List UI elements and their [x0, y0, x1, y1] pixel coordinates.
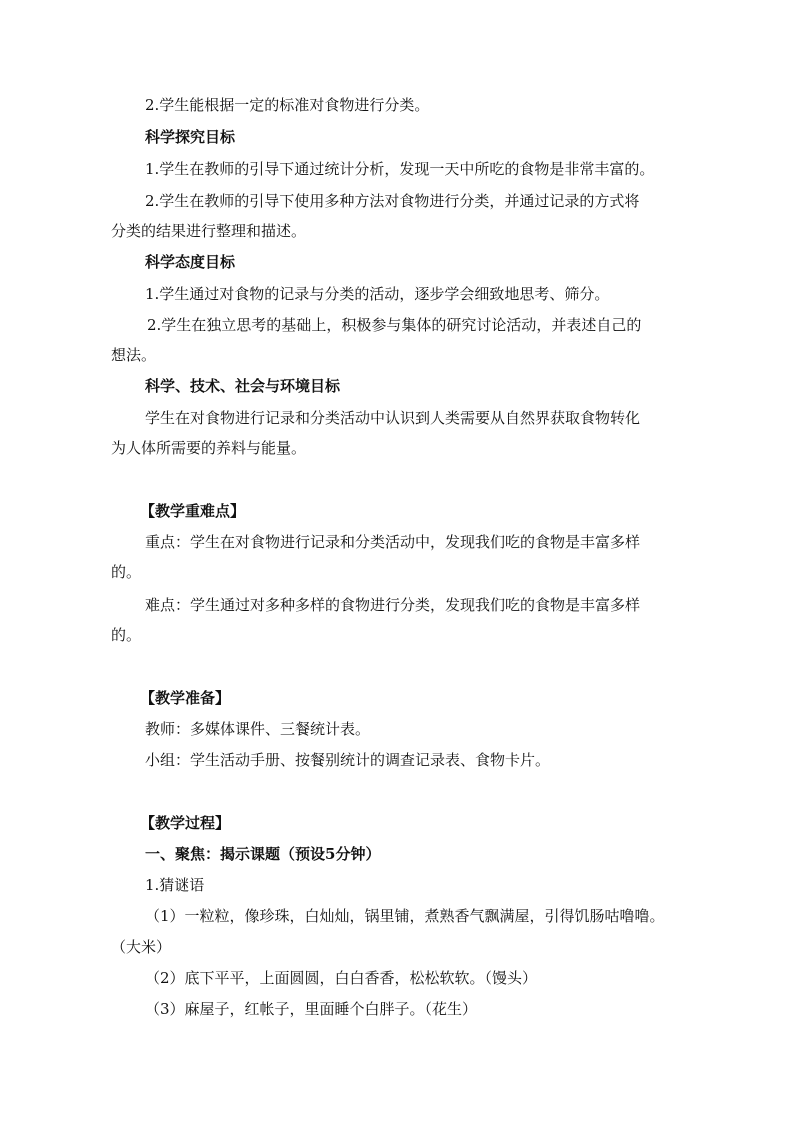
objective-knowledge-2: 2.学生能根据一定的标准对食物进行分类。	[145, 96, 430, 114]
heading-science-attitude: 科学态度目标	[145, 253, 236, 271]
prep-teacher: 教师：多媒体课件、三餐统计表。	[145, 720, 371, 738]
stse-objective: 学生在对食物进行记录和分类活动中认识到人类需要从自然界获取食物转化	[145, 409, 641, 427]
key-point-cont: 的。	[111, 563, 142, 581]
prep-group: 小组：学生活动手册、按餐别统计的调查记录表、食物卡片。	[145, 751, 551, 769]
attitude-objective-2-cont: 想法。	[111, 346, 157, 364]
section-process: 【教学过程】	[140, 814, 231, 832]
stse-objective-cont: 为人体所需要的养料与能量。	[111, 439, 307, 457]
heading-science-inquiry: 科学探究目标	[145, 128, 236, 146]
attitude-objective-2: 2.学生在独立思考的基础上，积极参与集体的研究讨论活动，并表述自己的	[147, 316, 642, 334]
riddle-1: （1）一粒粒，像珍珠，白灿灿，锅里铺，煮熟香气飘满屋，引得饥肠咕噜噜。	[145, 907, 665, 925]
process-step-1-heading: 一、聚焦：揭示课题（预设5分钟）	[145, 845, 381, 863]
riddle-2: （2）底下平平，上面圆圆，白白香香，松松软软。（馒头）	[145, 969, 538, 987]
attitude-objective-1: 1.学生通过对食物的记录与分类的活动，逐步学会细致地思考、筛分。	[145, 285, 610, 303]
inquiry-objective-1: 1.学生在教师的引导下通过统计分析，发现一天中所吃的食物是非常丰富的。	[145, 160, 655, 178]
riddle-3: （3）麻屋子，红帐子，里面睡个白胖子。（花生）	[145, 1000, 478, 1018]
difficult-point: 难点：学生通过对多种多样的食物进行分类，发现我们吃的食物是丰富多样	[145, 596, 641, 614]
heading-stse: 科学、技术、社会与环境目标	[145, 377, 341, 395]
inquiry-objective-2-cont: 分类的结果进行整理和描述。	[111, 222, 307, 240]
difficult-point-cont: 的。	[111, 626, 142, 644]
riddle-1-answer: （大米）	[111, 938, 172, 956]
section-key-difficult-points: 【教学重难点】	[140, 502, 246, 520]
riddle-heading: 1.猜谜语	[145, 876, 205, 894]
key-point: 重点：学生在对食物进行记录和分类活动中，发现我们吃的食物是丰富多样	[145, 533, 641, 551]
section-preparation: 【教学准备】	[140, 689, 231, 707]
inquiry-objective-2: 2.学生在教师的引导下使用多种方法对食物进行分类，并通过记录的方式将	[145, 192, 640, 210]
